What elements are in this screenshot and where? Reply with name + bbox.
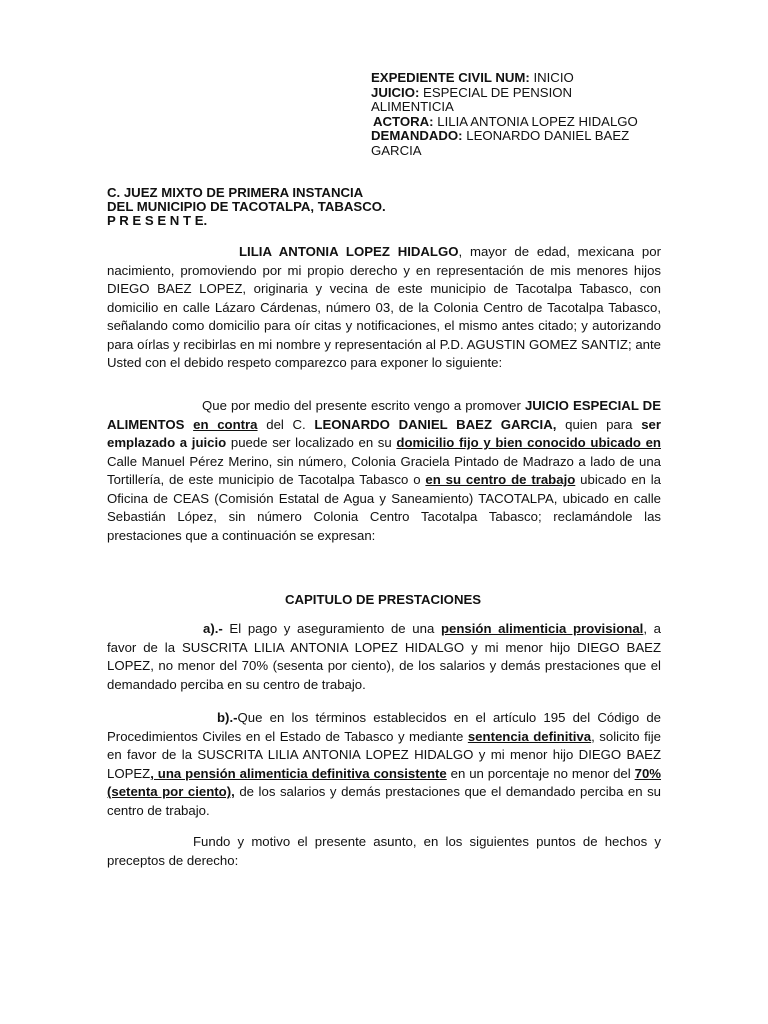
item-a-label: a).-: [203, 621, 223, 636]
claim-summons: ser emplazado a juicio: [107, 416, 661, 450]
item-a-segment: , a favor de la SUSCRITA LILIA ANTONIA LOPEZ HIDALGO y mi menor hijo DIEGO BAEZ LOPEZ, no menor del 70% (sesenta por ciento), de los salarios y demás prestaciones que el demandado perciba en su centro de trabajo.: [107, 621, 661, 692]
claim-against: en contra: [193, 416, 258, 432]
addressee-line: C. JUEZ MIXTO DE PRIMERA INSTANCIA: [107, 185, 364, 200]
claim-text: [107, 397, 661, 545]
intro-text: , mayor de edad, mexicana por nacimiento, promoviendo por mi propio derecho y en representación de mis menores hijos DIEGO BAEZ LOPEZ, originaria y vecina de este municipio de Tacotalpa Tabasco, con domicilio en calle Lázaro Cárdenas, número 03, de la Colonia Centro de Tacotalpa Tabasco, señalando como domicilio para oír citas y notificaciones, el mismo antes citado; y autorizando para oírlas y recibirlas en mi nombre y representación al P.D. AGUSTIN GOMEZ SANTIZ; ante Usted con el debido respeto comparezco para exponer lo siguiente:: [107, 244, 661, 370]
demandado-row: [371, 129, 671, 158]
actora-row: [371, 115, 671, 130]
provisional-pension: pensión alimenticia provisional: [440, 621, 644, 636]
closing-paragraph: [107, 833, 661, 870]
item-b-segment: , solicito fije en favor de la SUSCRITA LILIA ANTONIA LOPEZ HIDALGO y mi menor hijo DIEGO BAEZ LOPEZ: [107, 728, 661, 781]
item-a-segment: El pago y aseguramiento de una: [222, 621, 441, 636]
item-a-text: [107, 620, 661, 694]
addressee-line: DEL MUNICIPIO DE TACOTALPA, TABASCO.: [107, 198, 386, 214]
addressee-line: P R E S E N T E.: [107, 212, 208, 228]
claim-text-segment: Calle Manuel Pérez Merino, sin número, Colonia Graciela Pintado de Madrazo a lado de una Tortillería, de este municipio de Tacotalpa Tabasco o: [107, 453, 661, 487]
chapter-title: [0, 592, 768, 607]
demandado-value: LEONARDO DANIEL BAEZ: [466, 128, 630, 143]
claim-text-segment: quien para: [556, 416, 642, 432]
item-a-paragraph: [107, 620, 661, 694]
expediente-row: [371, 71, 671, 86]
plaintiff-name: LILIA ANTONIA LOPEZ HIDALGO: [239, 244, 459, 259]
claim-domicile: domicilio fijo y bien conocido ubicado en: [396, 435, 661, 450]
definitive-pension: , una pensión alimenticia definitiva consistente: [150, 765, 447, 781]
item-b-segment: en un porcentaje no menor del: [446, 765, 635, 781]
expediente-label: EXPEDIENTE CIVIL NUM:: [371, 70, 530, 85]
actora-label: ACTORA:: [373, 113, 434, 129]
demandado-value-cont: GARCIA: [371, 142, 422, 158]
claim-text-segment: Que por medio del presente escrito vengo a promover: [202, 398, 525, 413]
item-b-segment: Que en los términos establecidos en el artículo 195 del Código de Procedimientos Civiles en el Estado de Tabasco y mediante: [107, 710, 661, 744]
claim-text-segment: ubicado en la Oficina de CEAS (Comisión Estatal de Agua y Saneamiento) TACOTALPA, ubicado en calle Sebastián López, sin número Colonia Centro Tacotalpa Tabasco; reclamándole las prestaciones que a continuación se expresan:: [107, 472, 661, 543]
claim-workplace: en su centro de trabajo: [425, 472, 576, 487]
juicio-label: JUICIO:: [371, 84, 420, 100]
item-b-label: b).-: [217, 710, 238, 725]
actora-value: LILIA ANTONIA LOPEZ HIDALGO: [437, 113, 638, 129]
pension-percentage: 70% (setenta por ciento),: [107, 765, 662, 799]
claim-text-segment: [184, 417, 193, 432]
chapter-title-text: CAPITULO DE PRESTACIONES: [284, 592, 482, 607]
claim-text-segment: del C.: [257, 416, 315, 432]
final-judgment: sentencia definitiva: [467, 728, 592, 744]
juicio-value: ESPECIAL DE PENSION: [423, 84, 573, 100]
item-b-text: [107, 709, 661, 820]
intro-paragraph: [107, 243, 661, 373]
juicio-value-cont: ALIMENTICIA: [371, 99, 454, 114]
item-b-paragraph: [107, 709, 661, 820]
claim-type: JUICIO ESPECIAL DE ALIMENTOS: [107, 398, 662, 432]
defendant-name: LEONARDO DANIEL BAEZ GARCIA,: [314, 416, 557, 432]
expediente-value: INICIO: [533, 70, 574, 85]
claim-paragraph: [107, 397, 661, 545]
juicio-row: [371, 86, 671, 115]
demandado-label: DEMANDADO:: [371, 128, 463, 143]
case-header: [371, 71, 671, 158]
claim-text-segment: puede ser localizado en su: [226, 435, 397, 450]
closing-text: Fundo y motivo el presente asunto, en los siguientes puntos de hechos y preceptos de derecho:: [107, 834, 661, 868]
addressee-block: [107, 186, 607, 227]
item-b-segment: de los salarios y demás prestaciones que el demandado perciba en su centro de trabajo.: [107, 784, 661, 818]
